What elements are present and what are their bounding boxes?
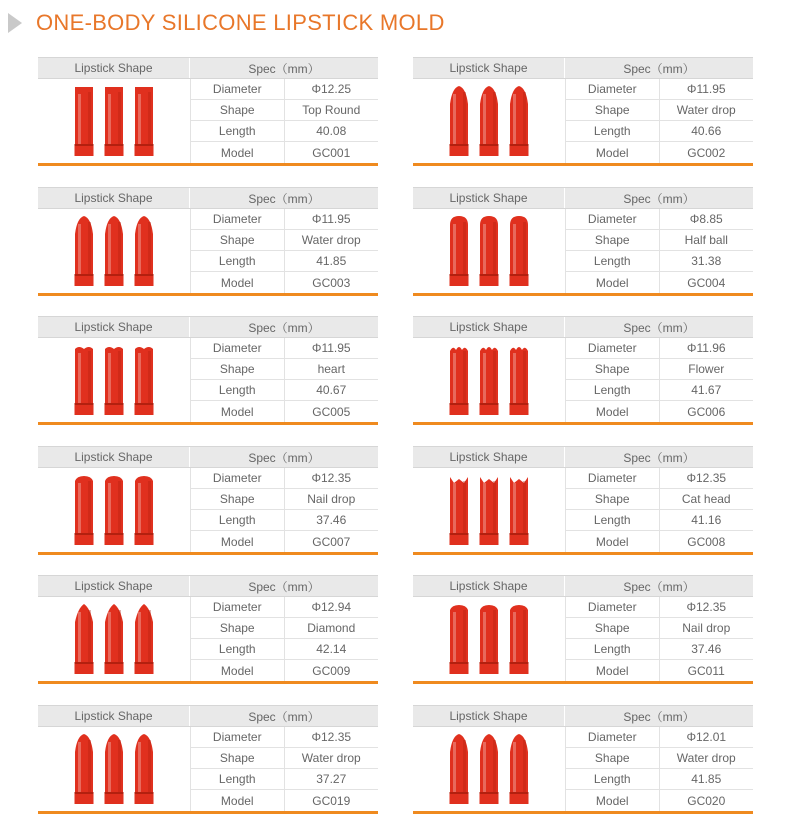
spec-row-diameter [191,209,378,230]
spec-label: Diameter [191,209,285,229]
water-drop-lipstick-icon [133,732,155,806]
spec-table [190,209,378,293]
cat-head-lipstick-icon [478,473,500,547]
spec-label: Model [566,272,660,293]
spec-row-length [191,121,378,142]
model-value: GC008 [687,534,726,549]
spec-row-length [191,639,378,660]
model-value: GC003 [312,275,351,290]
product-card [413,705,753,818]
shape-value: Flower [688,362,725,376]
spec-header: Spec（mm） [623,191,695,206]
nail-drop-lipstick-icon [133,473,155,547]
shape-value: Water drop [676,751,736,765]
spec-label: Diameter [566,338,660,358]
spec-label: Model [191,531,285,552]
card-header [413,316,753,338]
nail-drop-lipstick-icon [73,473,95,547]
lipstick-shape-header: Lipstick Shape [413,317,565,337]
product-card [38,187,378,300]
nail-drop-lipstick-icon [448,602,470,676]
spec-label: Length [191,251,285,271]
water-drop-lipstick-icon [103,214,125,288]
flat-top-lipstick-icon [103,84,125,158]
spec-label: Model [566,142,660,163]
product-card [38,575,378,688]
spec-header: Spec（mm） [248,709,320,724]
lipstick-image [413,597,565,681]
shape-value: Nail drop [682,621,731,635]
spec-table [565,597,753,681]
cat-head-lipstick-icon [508,473,530,547]
shape-value: Water drop [301,751,361,765]
spec-header: Spec（mm） [623,450,695,465]
spec-label: Model [566,401,660,422]
product-card [38,316,378,429]
spec-label: Shape [191,618,285,638]
product-card [38,446,378,559]
spec-table [565,338,753,422]
length-value: 37.27 [316,772,347,786]
spec-row-diameter [566,727,753,748]
orange-divider [413,163,753,166]
diameter-value: Φ12.01 [686,730,727,744]
water-drop-lipstick-icon [73,732,95,806]
orange-divider [38,811,378,814]
lipstick-image [413,79,565,163]
page-header [8,9,445,37]
model-value: GC002 [687,145,726,160]
heart-lipstick-icon [103,343,125,417]
shape-value: Water drop [301,233,361,247]
shape-value: Half ball [684,233,728,247]
spec-label: Diameter [191,468,285,488]
card-header [413,187,753,209]
lipstick-shape-header: Lipstick Shape [38,317,190,337]
spec-label: Length [566,380,660,400]
lipstick-shape-header: Lipstick Shape [413,58,565,78]
product-card [413,446,753,559]
spec-label: Model [566,660,660,681]
card-header [38,187,378,209]
spec-label: Shape [566,489,660,509]
lipstick-shape-header: Lipstick Shape [38,576,190,596]
card-body [413,79,753,163]
spec-row-model [566,272,753,293]
cat-head-lipstick-icon [448,473,470,547]
card-body [38,468,378,552]
product-card [413,316,753,429]
spec-label: Diameter [191,727,285,747]
spec-row-length [566,639,753,660]
model-value: GC001 [312,145,351,160]
card-body [413,597,753,681]
spec-label: Length [566,121,660,141]
length-value: 41.85 [691,772,722,786]
water-drop-lipstick-icon [448,732,470,806]
orange-divider [413,552,753,555]
spec-row-diameter [191,79,378,100]
spec-row-shape [191,489,378,510]
spec-row-diameter [191,338,378,359]
spec-label: Length [191,380,285,400]
lipstick-shape-header: Lipstick Shape [38,188,190,208]
spec-row-length [566,121,753,142]
card-body [413,338,753,422]
spec-row-length [191,251,378,272]
spec-label: Length [566,769,660,789]
spec-label: Model [566,790,660,811]
card-header [413,57,753,79]
spec-label: Model [191,401,285,422]
spec-row-model [191,272,378,293]
water-drop-lipstick-icon [478,732,500,806]
length-value: 37.46 [691,642,722,656]
diameter-value: Φ11.95 [686,82,726,96]
spec-label: Shape [191,230,285,250]
spec-row-model [191,401,378,422]
half-ball-lipstick-icon [508,214,530,288]
water-drop-lipstick-icon [508,84,530,158]
diameter-value: Φ11.95 [311,341,351,355]
lipstick-image [38,209,190,293]
spec-row-model [566,660,753,681]
heart-lipstick-icon [133,343,155,417]
lipstick-image [413,338,565,422]
water-drop-lipstick-icon [133,214,155,288]
spec-header: Spec（mm） [623,709,695,724]
spec-row-shape [566,359,753,380]
lipstick-shape-header: Lipstick Shape [38,706,190,726]
spec-label: Length [191,121,285,141]
spec-label: Shape [566,100,660,120]
spec-row-diameter [191,468,378,489]
shape-value: heart [317,362,345,376]
card-body [38,338,378,422]
length-value: 41.67 [691,383,722,397]
spec-row-shape [566,618,753,639]
lipstick-image [38,727,190,811]
spec-label: Diameter [566,209,660,229]
spec-label: Diameter [566,468,660,488]
lipstick-image [38,597,190,681]
spec-table [190,338,378,422]
lipstick-image [38,338,190,422]
model-value: GC007 [312,534,351,549]
product-card [413,57,753,170]
spec-table [565,209,753,293]
diameter-value: Φ11.95 [311,212,351,226]
heart-lipstick-icon [73,343,95,417]
spec-row-diameter [566,597,753,618]
spec-row-length [566,251,753,272]
spec-header: Spec（mm） [248,61,320,76]
flat-top-lipstick-icon [133,84,155,158]
shape-value: Nail drop [307,492,356,506]
half-ball-lipstick-icon [478,214,500,288]
water-drop-lipstick-icon [478,84,500,158]
water-drop-lipstick-icon [73,214,95,288]
water-drop-lipstick-icon [508,732,530,806]
diamond-lipstick-icon [103,602,125,676]
spec-row-shape [566,100,753,121]
orange-divider [38,681,378,684]
spec-row-diameter [566,79,753,100]
card-header [413,705,753,727]
card-body [38,209,378,293]
card-header [413,575,753,597]
lipstick-shape-header: Lipstick Shape [413,188,565,208]
lipstick-image [413,727,565,811]
orange-divider [413,422,753,425]
spec-header: Spec（mm） [248,191,320,206]
spec-row-model [191,142,378,163]
spec-header: Spec（mm） [623,579,695,594]
lipstick-shape-header: Lipstick Shape [413,706,565,726]
orange-divider [38,552,378,555]
card-header [38,446,378,468]
card-header [38,705,378,727]
nail-drop-lipstick-icon [508,602,530,676]
spec-label: Shape [191,359,285,379]
nail-drop-lipstick-icon [478,602,500,676]
model-value: GC004 [687,275,726,290]
spec-label: Shape [566,748,660,768]
spec-row-length [191,380,378,401]
spec-table [190,468,378,552]
lipstick-shape-header: Lipstick Shape [38,58,190,78]
card-body [38,79,378,163]
flower-lipstick-icon [508,343,530,417]
orange-divider [413,811,753,814]
lipstick-shape-header: Lipstick Shape [38,447,190,467]
lipstick-image [38,79,190,163]
spec-header: Spec（mm） [248,450,320,465]
card-body [413,468,753,552]
diameter-value: Φ12.35 [686,471,727,485]
model-value: GC011 [687,663,725,678]
spec-row-length [191,769,378,790]
spec-row-length [566,380,753,401]
diameter-value: Φ12.35 [311,471,352,485]
orange-divider [38,422,378,425]
shape-value: Diamond [307,621,356,635]
page-title: ONE-BODY SILICONE LIPSTICK MOLD [36,10,445,35]
spec-row-shape [191,100,378,121]
card-body [413,727,753,811]
spec-header: Spec（mm） [623,320,695,335]
product-card [38,705,378,818]
model-value: GC006 [687,404,726,419]
half-ball-lipstick-icon [448,214,470,288]
spec-row-diameter [191,727,378,748]
spec-row-model [566,401,753,422]
shape-value: Top Round [302,103,361,117]
spec-label: Model [566,531,660,552]
spec-label: Diameter [191,338,285,358]
spec-label: Length [566,251,660,271]
spec-row-length [566,510,753,531]
orange-divider [413,681,753,684]
spec-table [565,727,753,811]
diameter-value: Φ12.25 [311,82,352,96]
spec-row-model [566,531,753,552]
spec-row-diameter [566,209,753,230]
flower-lipstick-icon [448,343,470,417]
card-header [38,57,378,79]
spec-row-diameter [191,597,378,618]
shape-value: Cat head [681,492,731,506]
diameter-value: Φ8.85 [689,212,723,226]
spec-row-shape [566,230,753,251]
spec-label: Shape [566,618,660,638]
spec-label: Length [191,639,285,659]
length-value: 41.85 [316,254,347,268]
lipstick-shape-header: Lipstick Shape [413,576,565,596]
spec-table [565,468,753,552]
orange-divider [413,293,753,296]
spec-row-diameter [566,468,753,489]
spec-label: Shape [191,489,285,509]
spec-label: Model [191,272,285,293]
lipstick-image [38,468,190,552]
spec-header: Spec（mm） [623,61,695,76]
spec-row-diameter [566,338,753,359]
model-value: GC019 [312,793,351,808]
spec-label: Model [191,660,285,681]
spec-header: Spec（mm） [248,320,320,335]
spec-row-length [191,510,378,531]
card-body [413,209,753,293]
model-value: GC009 [312,663,351,678]
diamond-lipstick-icon [73,602,95,676]
card-header [38,575,378,597]
spec-label: Length [191,769,285,789]
spec-row-shape [566,489,753,510]
water-drop-lipstick-icon [448,84,470,158]
shape-value: Water drop [676,103,736,117]
spec-row-model [566,142,753,163]
diamond-lipstick-icon [133,602,155,676]
spec-header: Spec（mm） [248,579,320,594]
flower-lipstick-icon [478,343,500,417]
spec-label: Model [191,142,285,163]
diameter-value: Φ11.96 [686,341,726,355]
orange-divider [38,163,378,166]
spec-table [190,727,378,811]
diameter-value: Φ12.94 [311,600,352,614]
diameter-value: Φ12.35 [686,600,727,614]
length-value: 40.08 [316,124,347,138]
triangle-arrow-icon [8,13,22,33]
length-value: 31.38 [691,254,722,268]
spec-label: Diameter [566,727,660,747]
diameter-value: Φ12.35 [311,730,352,744]
card-body [38,727,378,811]
length-value: 40.67 [316,383,347,397]
spec-row-model [191,660,378,681]
flat-top-lipstick-icon [73,84,95,158]
nail-drop-lipstick-icon [103,473,125,547]
spec-row-model [191,790,378,811]
spec-label: Model [191,790,285,811]
spec-label: Shape [566,230,660,250]
spec-row-shape [191,230,378,251]
spec-row-shape [191,748,378,769]
product-card [413,575,753,688]
model-value: GC020 [687,793,726,808]
spec-label: Length [191,510,285,530]
card-header [413,446,753,468]
spec-row-shape [566,748,753,769]
spec-row-length [566,769,753,790]
length-value: 37.46 [316,513,347,527]
orange-divider [38,293,378,296]
card-header [38,316,378,338]
product-card [38,57,378,170]
spec-label: Diameter [191,79,285,99]
spec-label: Diameter [566,597,660,617]
model-value: GC005 [312,404,351,419]
spec-table [190,79,378,163]
lipstick-image [413,209,565,293]
length-value: 41.16 [691,513,722,527]
spec-row-model [191,531,378,552]
spec-table [565,79,753,163]
spec-label: Shape [191,748,285,768]
product-card [413,187,753,300]
water-drop-lipstick-icon [103,732,125,806]
spec-row-model [566,790,753,811]
spec-table [190,597,378,681]
spec-label: Length [566,639,660,659]
spec-label: Shape [566,359,660,379]
length-value: 42.14 [316,642,347,656]
lipstick-shape-header: Lipstick Shape [413,447,565,467]
lipstick-image [413,468,565,552]
spec-label: Diameter [566,79,660,99]
length-value: 40.66 [691,124,722,138]
spec-row-shape [191,359,378,380]
spec-label: Diameter [191,597,285,617]
spec-label: Shape [191,100,285,120]
spec-label: Length [566,510,660,530]
card-body [38,597,378,681]
spec-row-shape [191,618,378,639]
